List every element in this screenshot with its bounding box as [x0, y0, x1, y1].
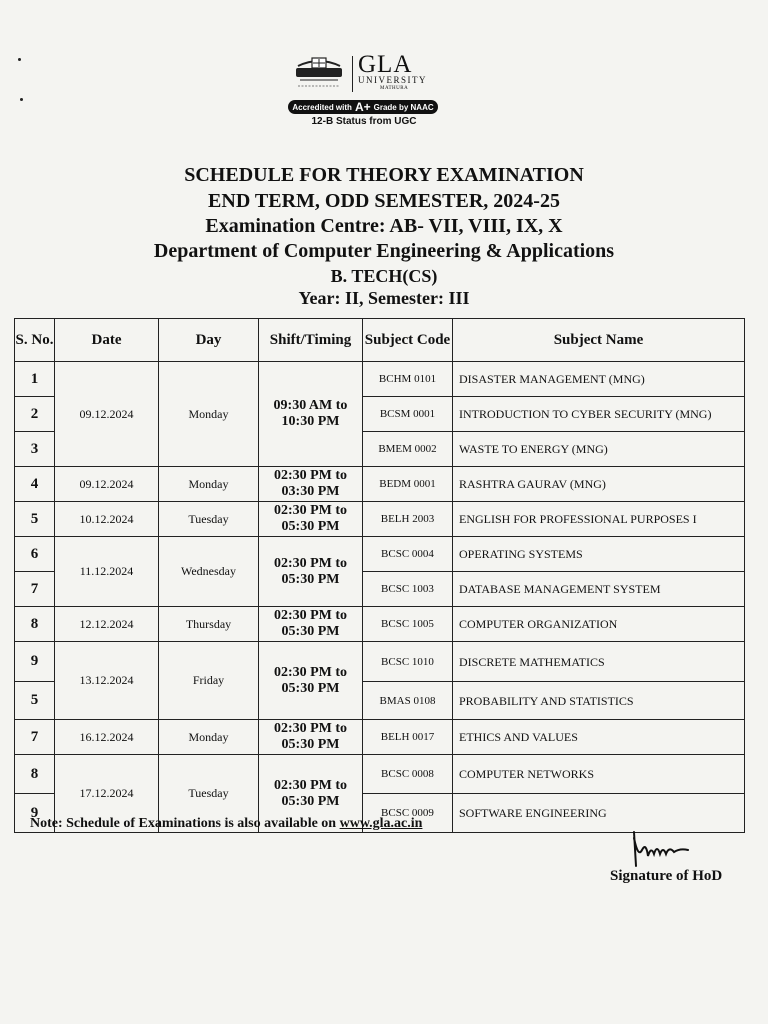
cell-code: BCSC 0008: [363, 755, 453, 794]
column-header-day: Day: [159, 319, 259, 362]
cell-name: ETHICS AND VALUES: [453, 720, 745, 755]
column-header-name: Subject Name: [453, 319, 745, 362]
cell-code: BCSC 0004: [363, 537, 453, 572]
cell-date: 12.12.2024: [55, 607, 159, 642]
cell-day: Tuesday: [159, 755, 259, 833]
term-line: END TERM, ODD SEMESTER, 2024-25: [208, 190, 560, 212]
cell-code: BCSC 1010: [363, 642, 453, 682]
cell-sno: 8: [15, 755, 55, 794]
cell-sno: 9: [15, 642, 55, 682]
programme-line: B. TECH(CS): [330, 266, 438, 286]
cell-code: BCSM 0001: [363, 397, 453, 432]
cell-sno: 7: [15, 720, 55, 755]
table-row: [15, 467, 745, 502]
cell-name: WASTE TO ENERGY (MNG): [453, 432, 745, 467]
cell-code: BELH 2003: [363, 502, 453, 537]
cell-day: Friday: [159, 642, 259, 720]
cell-shift: 02:30 PM to 05:30 PM: [259, 537, 363, 607]
table-header-row: [15, 319, 745, 362]
cell-day: Monday: [159, 362, 259, 467]
column-header-date: Date: [55, 319, 159, 362]
table-row: [15, 720, 745, 755]
cell-sno: 5: [15, 682, 55, 720]
cell-name: SOFTWARE ENGINEERING: [453, 794, 745, 833]
cell-name: PROBABILITY AND STATISTICS: [453, 682, 745, 720]
cell-sno: 6: [15, 537, 55, 572]
signature-label: Signature of HoD: [610, 868, 723, 884]
scan-speck: [18, 58, 21, 61]
cell-sno: 7: [15, 572, 55, 607]
schedule-title: SCHEDULE FOR THEORY EXAMINATION: [184, 164, 584, 186]
university-logo: [288, 50, 438, 130]
column-header-shift: Shift/Timing: [259, 319, 363, 362]
cell-name: ENGLISH FOR PROFESSIONAL PURPOSES I: [453, 502, 745, 537]
cell-code: BMAS 0108: [363, 682, 453, 720]
cell-code: BMEM 0002: [363, 432, 453, 467]
table-row: [15, 755, 745, 794]
table-row: [15, 362, 745, 397]
cell-day: Monday: [159, 467, 259, 502]
cell-sno: 5: [15, 502, 55, 537]
cell-date: 17.12.2024: [55, 755, 159, 833]
accreditation-grade: A+: [354, 100, 371, 114]
cell-date: 11.12.2024: [55, 537, 159, 607]
cell-day: Tuesday: [159, 502, 259, 537]
table-body: [15, 362, 745, 833]
department-line: Department of Computer Engineering & Applications: [153, 240, 615, 262]
cell-day: Wednesday: [159, 537, 259, 607]
cell-sno: 3: [15, 432, 55, 467]
cell-day: Thursday: [159, 607, 259, 642]
table-row: [15, 607, 745, 642]
cell-date: 10.12.2024: [55, 502, 159, 537]
cell-name: DATABASE MANAGEMENT SYSTEM: [453, 572, 745, 607]
cell-shift: 02:30 PM to 05:30 PM: [259, 642, 363, 720]
cell-sno: 8: [15, 607, 55, 642]
university-emblem-icon: [290, 56, 348, 92]
exam-centre-line: Examination Centre: AB- VII, VIII, IX, X: [205, 215, 563, 237]
cell-code: BELH 0017: [363, 720, 453, 755]
scan-speck: [20, 98, 23, 101]
schedule-table: [14, 318, 745, 833]
university-name: GLA: [358, 51, 413, 78]
table-row: [15, 537, 745, 572]
cell-name: DISCRETE MATHEMATICS: [453, 642, 745, 682]
cell-name: DISASTER MANAGEMENT (MNG): [453, 362, 745, 397]
cell-sno: 4: [15, 467, 55, 502]
column-header-sno: S. No.: [15, 319, 55, 362]
table-row: [15, 502, 745, 537]
cell-shift: 02:30 PM to 05:30 PM: [259, 755, 363, 833]
cell-date: 09.12.2024: [55, 362, 159, 467]
cell-code: BCSC 1003: [363, 572, 453, 607]
cell-date: 09.12.2024: [55, 467, 159, 502]
table-row: [15, 642, 745, 682]
university-city: MATHURA: [380, 86, 409, 91]
logo-divider: [352, 56, 353, 92]
website-link[interactable]: www.gla.ac.in: [339, 816, 423, 831]
cell-shift: 02:30 PM to 05:30 PM: [259, 607, 363, 642]
cell-code: BCSC 1005: [363, 607, 453, 642]
accreditation-suffix: Grade by NAAC: [373, 102, 434, 112]
cell-code: BEDM 0001: [363, 467, 453, 502]
cell-name: INTRODUCTION TO CYBER SECURITY (MNG): [453, 397, 745, 432]
cell-name: COMPUTER NETWORKS: [453, 755, 745, 794]
accreditation-prefix: Accredited with: [292, 102, 352, 112]
availability-note: [30, 816, 422, 832]
cell-shift: 02:30 PM to 05:30 PM: [259, 720, 363, 755]
cell-code: BCHM 0101: [363, 362, 453, 397]
year-semester-line: Year: II, Semester: III: [298, 288, 470, 308]
accreditation-badge: [288, 100, 438, 114]
cell-date: 13.12.2024: [55, 642, 159, 720]
cell-name: RASHTRA GAURAV (MNG): [453, 467, 745, 502]
ugc-status: 12-B Status from UGC: [311, 116, 417, 127]
cell-sno: 2: [15, 397, 55, 432]
cell-sno: 9: [15, 794, 55, 833]
cell-code: BCSC 0009: [363, 794, 453, 833]
cell-day: Monday: [159, 720, 259, 755]
university-word: UNIVERSITY: [358, 75, 427, 85]
cell-shift: 02:30 PM to 05:30 PM: [259, 502, 363, 537]
cell-shift: 09:30 AM to 10:30 PM: [259, 362, 363, 467]
cell-name: COMPUTER ORGANIZATION: [453, 607, 745, 642]
cell-date: 16.12.2024: [55, 720, 159, 755]
hod-signature-mark: [628, 828, 698, 872]
cell-name: OPERATING SYSTEMS: [453, 537, 745, 572]
cell-sno: 1: [15, 362, 55, 397]
cell-shift: 02:30 PM to 03:30 PM: [259, 467, 363, 502]
column-header-code: Subject Code: [363, 319, 453, 362]
note-text: Note: Schedule of Examinations is also available on: [30, 816, 340, 831]
